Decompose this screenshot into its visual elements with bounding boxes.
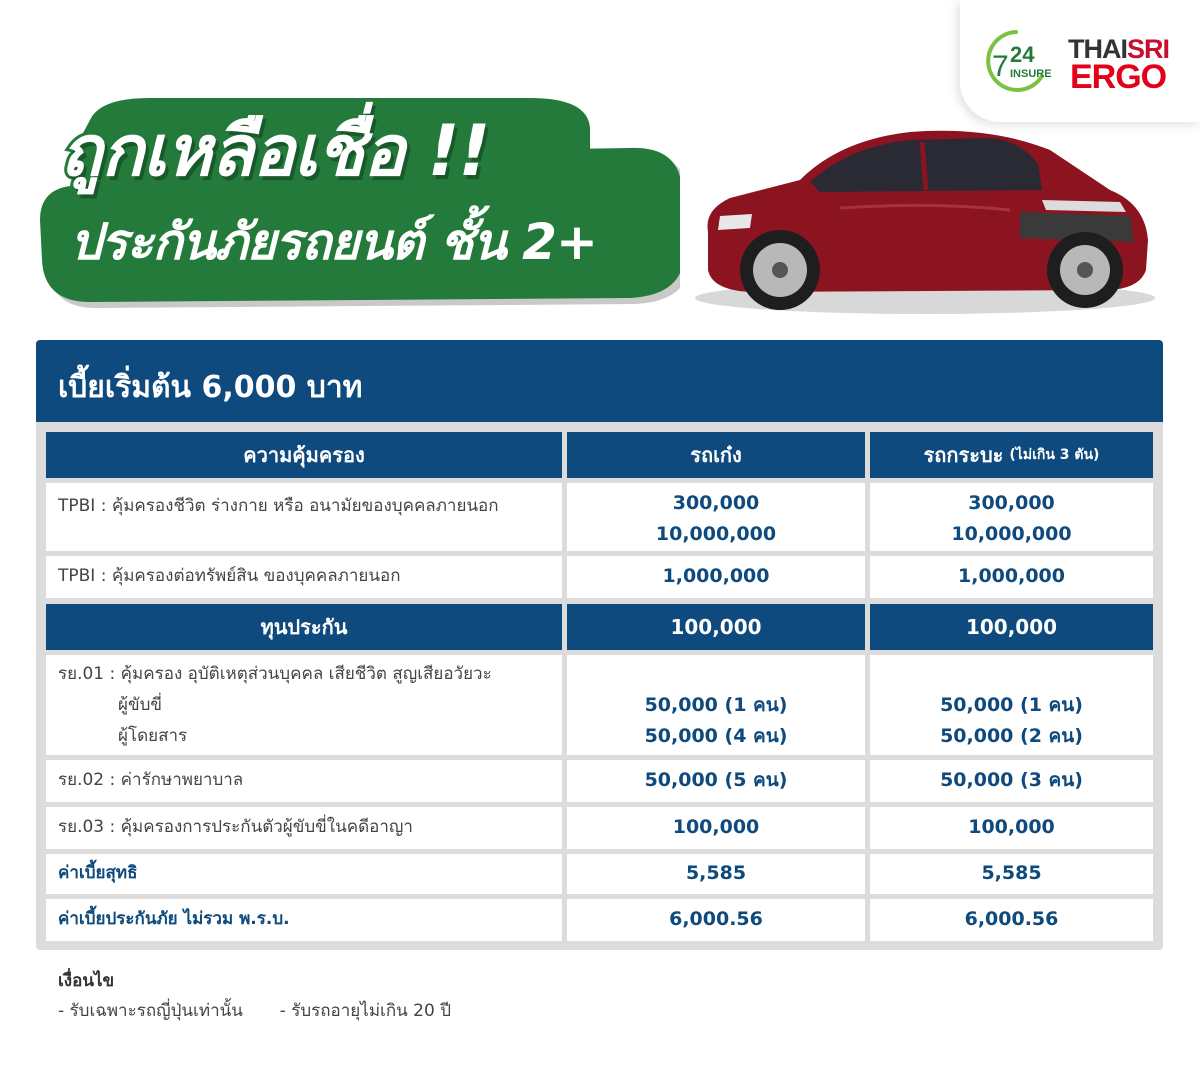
headline-line1: ถูกเหลือเชื่อ !! <box>60 110 490 192</box>
row-premium-pickup: 6,000.56 <box>870 899 1153 941</box>
logo-724-insure: INSURE <box>1010 68 1052 80</box>
row-tpbi-property-pickup: 1,000,000 <box>870 556 1153 598</box>
ry01-sedan-driver: 50,000 (1 คน) <box>644 694 788 716</box>
tpbi-life-pickup-1: 300,000 <box>968 492 1055 514</box>
row-ry03-label: รย.03 : คุ้มครองการประกันตัวผู้ขับขี่ในคดีอาญา <box>46 807 562 849</box>
row-tpbi-life-label: TPBI : คุ้มครองชีวิต ร่างกาย หรือ อนามัยของบุคคลภายนอก <box>46 483 562 551</box>
sum-insured-pickup: 100,000 <box>870 604 1153 650</box>
logo-724-seven: 7 <box>992 50 1009 83</box>
row-ry03-sedan: 100,000 <box>567 807 865 849</box>
row-tpbi-life-pickup <box>870 483 1153 551</box>
row-ry02-pickup: 50,000 (3 คน) <box>870 760 1153 802</box>
panel-header <box>36 340 1163 422</box>
row-ry02-label: รย.02 : ค่ารักษาพยาบาล <box>46 760 562 802</box>
thaisri-logo-a: THAI <box>1068 34 1127 64</box>
ry01-sedan-passenger: 50,000 (4 คน) <box>644 725 788 747</box>
row-ry01-sedan <box>567 655 865 755</box>
coverage-panel <box>36 340 1163 950</box>
row-ry01-label <box>46 655 562 755</box>
sum-insured-sedan: 100,000 <box>567 604 865 650</box>
car-image <box>690 120 1160 320</box>
conditions-title: เงื่อนไข <box>58 971 115 991</box>
ry01-pickup-passenger: 50,000 (2 คน) <box>940 725 1083 747</box>
tpbi-life-sedan-1: 300,000 <box>672 492 760 514</box>
row-tpbi-property-sedan: 1,000,000 <box>567 556 865 598</box>
row-net-premium-label: ค่าเบี้ยสุทธิ <box>46 854 562 894</box>
tpbi-life-sedan-2: 10,000,000 <box>655 523 777 545</box>
header-pickup-note: (ไม่เกิน 3 ตัน) <box>1009 447 1100 463</box>
row-premium-label: ค่าเบี้ยประกันภัย ไม่รวม พ.ร.บ. <box>46 899 562 941</box>
header-sum-insured: ทุนประกัน <box>46 604 562 650</box>
row-tpbi-life-sedan <box>567 483 865 551</box>
header-pickup-label: รถกระบะ <box>923 443 1004 467</box>
row-net-premium-sedan: 5,585 <box>567 854 865 894</box>
row-ry01-pickup <box>870 655 1153 755</box>
condition-item-1: - รับเฉพาะรถญี่ปุ่นเท่านั้น <box>58 1001 243 1021</box>
row-ry03-pickup: 100,000 <box>870 807 1153 849</box>
row-premium-sedan: 6,000.56 <box>567 899 865 941</box>
panel-title: เบี้ยเริ่มต้น 6,000 บาท <box>58 370 363 405</box>
header-coverage: ความคุ้มครอง <box>46 432 562 478</box>
ry01-pickup-driver: 50,000 (1 คน) <box>940 694 1083 716</box>
ergo-logo: ERGO <box>1070 58 1167 96</box>
header-pickup <box>870 432 1153 478</box>
row-ry02-sedan: 50,000 (5 คน) <box>567 760 865 802</box>
conditions <box>58 966 451 1026</box>
tpbi-life-pickup-2: 10,000,000 <box>951 523 1072 545</box>
row-tpbi-property-label: TPBI : คุ้มครองต่อทรัพย์สิน ของบุคคลภายนอก <box>46 556 562 598</box>
headline-line2: ประกันภัยรถยนต์ ชั้น 2+ <box>70 213 597 271</box>
ry01-driver: ผู้ขับขี่ <box>118 695 162 715</box>
insure-724-logo <box>976 26 1058 96</box>
row-net-premium-pickup: 5,585 <box>870 854 1153 894</box>
condition-item-2: - รับรถอายุไม่เกิน 20 ปี <box>279 1001 451 1021</box>
thaisri-logo-b: SRI <box>1127 34 1170 64</box>
conditions-items <box>58 996 451 1026</box>
logo-724-twentyfour: 24 <box>1010 42 1035 67</box>
header-sedan: รถเก๋ง <box>567 432 865 478</box>
ry01-passenger: ผู้โดยสาร <box>118 726 188 746</box>
ry01-title: รย.01 : คุ้มครอง อุบัติเหตุส่วนบุคคล เสียชีวิต สูญเสียอวัยวะ <box>58 664 492 684</box>
